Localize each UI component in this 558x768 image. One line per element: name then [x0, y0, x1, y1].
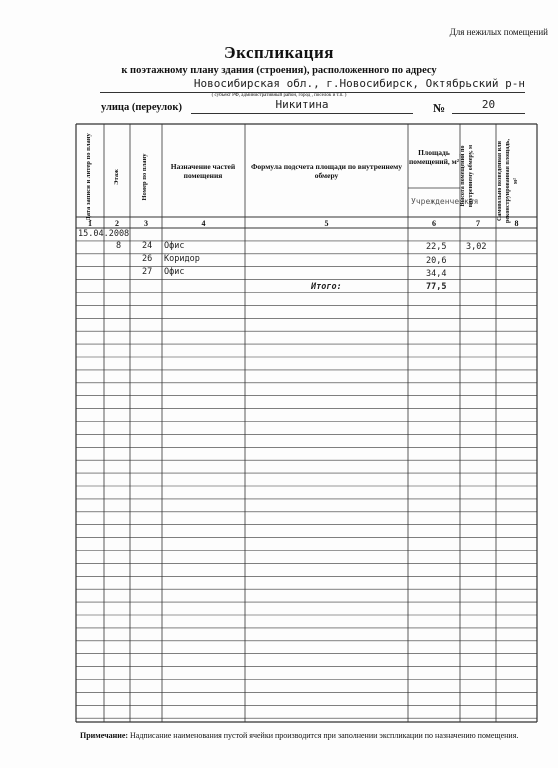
footnote-text: Надписание наименования пустой ячейки производится при заполнении экспликации по назначению помещения.: [130, 731, 519, 740]
total-value: 77,5: [426, 282, 447, 292]
col-number-4: 4: [201, 219, 206, 228]
street-label: улица (переулок): [101, 102, 182, 113]
col-header-area-sub: Учрежденческая: [411, 197, 479, 206]
footnote: [80, 731, 518, 740]
col-number-5: 5: [324, 219, 329, 228]
col-header-plan-number: Номер по плану: [141, 153, 148, 201]
row-2-number: 26: [142, 254, 153, 264]
row-2-area: 20,6: [426, 256, 447, 266]
header-note: Для нежилых помещений: [449, 27, 548, 37]
col-header-height: Высота помещений по внутреннему обмеру, м: [460, 144, 474, 208]
street-value: Никитина: [191, 98, 413, 114]
col-header-formula: Формула подсчета площади по внутреннему обмеру: [250, 162, 403, 180]
document-title: Экспликация: [224, 43, 334, 62]
col-header-date: Дата записи и литер по плану: [85, 133, 92, 221]
col-number-8: 8: [514, 219, 519, 228]
address-value: Новосибирская обл., г.Новосибирск, Октябрьский р-н: [100, 77, 525, 93]
row-1-floor: 8: [116, 241, 122, 251]
row-3-number: 27: [142, 267, 153, 277]
col-header-area: Площадь помещений, м²: [408, 148, 460, 166]
row-3-area: 34,4: [426, 269, 447, 279]
date-entry: 15.04.2008: [78, 229, 130, 239]
row-1-height: 3,02: [466, 242, 487, 252]
col-number-7: 7: [476, 219, 480, 228]
footnote-label: Примечание:: [80, 731, 129, 740]
row-2-purpose: Коридор: [164, 254, 200, 264]
address-note: ( субъект РФ, административный район, город , поселок и т.п. ): [211, 93, 347, 98]
row-1-area: 22,5: [426, 242, 447, 252]
col-number-3: 3: [144, 219, 148, 228]
number-label: №: [433, 101, 446, 115]
number-value: 20: [452, 98, 525, 114]
col-header-unauthorized-area: Самовольно возведенная или реконструированная площадь, м²: [497, 139, 519, 223]
row-1-purpose: Офис: [164, 241, 185, 251]
col-header-floor: Этаж: [113, 169, 120, 185]
document-subtitle: к поэтажному плану здания (строения), расположенного по адресу: [121, 65, 437, 76]
col-number-6: 6: [432, 219, 436, 228]
col-number-1: 1: [88, 219, 92, 228]
total-label: Итого:: [311, 282, 342, 292]
col-header-purpose: Назначение частей помещения: [170, 162, 236, 180]
row-1-number: 24: [142, 241, 153, 251]
col-number-2: 2: [115, 219, 119, 228]
row-3-purpose: Офис: [164, 267, 185, 277]
